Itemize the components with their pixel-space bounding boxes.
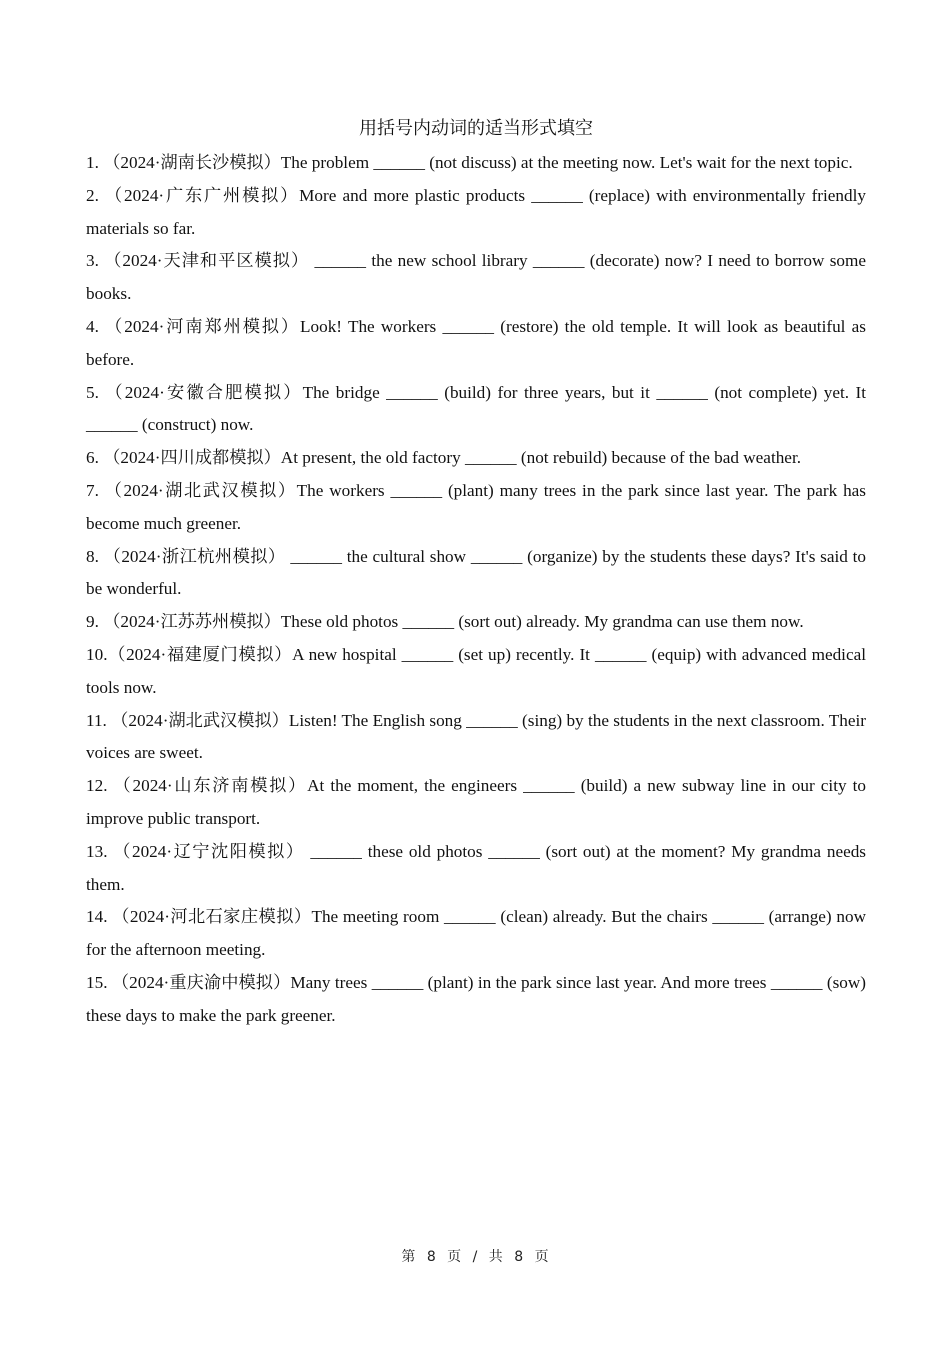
- exercise-item: 11. （2024·湖北武汉模拟）Listen! The English song ______ (sing) by the students in the next classroom. Their voices are sweet.: [86, 710, 866, 763]
- exercise-item: 6. （2024·四川成都模拟）At present, the old factory ______ (not rebuild) because of the bad weather.: [86, 448, 802, 468]
- exercise-item: 15. （2024·重庆渝中模拟）Many trees ______ (plant) in the park since last year. And more trees ______ (sow) these days to make the park greener.: [86, 972, 866, 1025]
- exercise-item: 13. （2024·辽宁沈阳模拟） ______ these old photos ______ (sort out) at the moment? My grandma needs them.: [86, 841, 866, 894]
- exercise-item: 8. （2024·浙江杭州模拟） ______ the cultural show ______ (organize) by the students these days? It's said to be wonderful.: [86, 546, 866, 599]
- page-title: 用括号内动词的适当形式填空: [359, 118, 593, 138]
- exercise-item: 1. （2024·湖南长沙模拟）The problem ______ (not discuss) at the meeting now. Let's wait for the next topic.: [86, 153, 853, 172]
- exercise-item: 3. （2024·天津和平区模拟） ______ the new school library ______ (decorate) now? I need to borrow some books.: [86, 251, 866, 304]
- exercise-item: 2. （2024·广东广州模拟）More and more plastic products ______ (replace) with environmentally friendly materials so far.: [86, 185, 866, 238]
- exercise-item: 14. （2024·河北石家庄模拟）The meeting room ______ (clean) already. But the chairs ______ (arrange) now for the afternoon meeting.: [86, 907, 866, 960]
- exercise-list: [86, 147, 866, 1033]
- exercise-item: 7. （2024·湖北武汉模拟）The workers ______ (plant) many trees in the park since last year. The park has become much greener.: [86, 480, 866, 533]
- exercise-item: 10.（2024·福建厦门模拟）A new hospital ______ (set up) recently. It ______ (equip) with advanced medical tools now.: [86, 644, 866, 697]
- exercise-item: 5. （2024·安徽合肥模拟）The bridge ______ (build) for three years, but it ______ (not complete) yet. It ______ (construct) now.: [86, 382, 866, 435]
- exercise-item: 12. （2024·山东济南模拟）At the moment, the engineers ______ (build) a new subway line in our city to improve public transport.: [86, 776, 866, 828]
- exercise-item: 9. （2024·江苏苏州模拟）These old photos ______ (sort out) already. My grandma can use them now.: [86, 612, 804, 632]
- page-number: 第 8 页 / 共 8 页: [401, 1249, 551, 1265]
- exercise-item: 4. （2024·河南郑州模拟）Look! The workers ______ (restore) the old temple. It will look as beautiful as before.: [86, 316, 866, 369]
